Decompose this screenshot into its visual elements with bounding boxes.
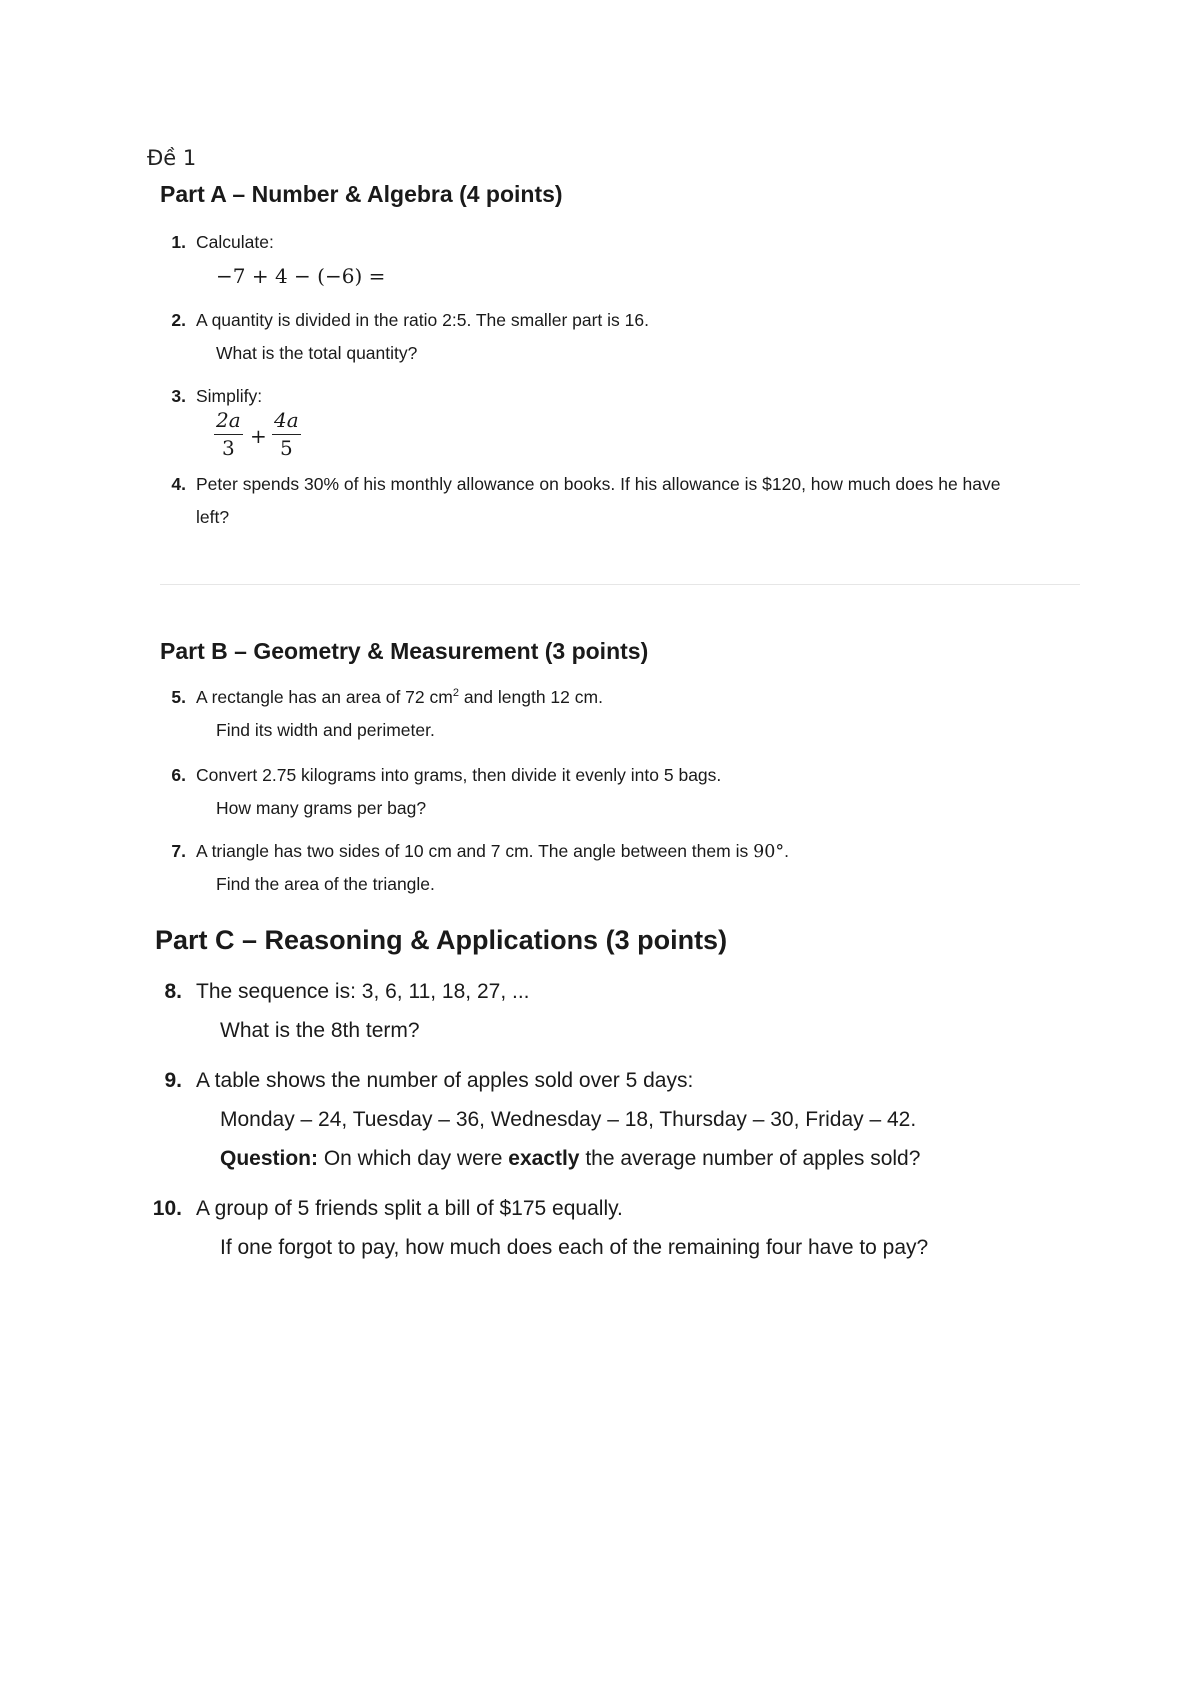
angle-value: 90° <box>753 842 785 862</box>
question-number: 7. <box>171 841 186 861</box>
question-text: The sequence is: 3, 6, 11, 18, 27, ... <box>196 980 530 1003</box>
emphasis: exactly <box>508 1147 580 1170</box>
question-text: Calculate: <box>196 232 274 252</box>
document-label: Đề 1 <box>147 146 197 170</box>
part-b-heading: Part B – Geometry & Measurement (3 points) <box>160 638 649 664</box>
fraction-denominator: 5 <box>279 436 293 460</box>
question-text-line2: What is the total quantity? <box>216 343 418 363</box>
question-text-line2: Monday – 24, Tuesday – 36, Wednesday – 18, Thursday – 30, Friday – 42. <box>220 1108 917 1131</box>
question-text-line2: How many grams per bag? <box>216 798 427 818</box>
math-expression: −7 + 4 − (−6) = <box>216 264 386 288</box>
question-number: 6. <box>171 765 186 785</box>
question-number: 5. <box>171 687 186 707</box>
question-text-line2: left? <box>196 507 230 527</box>
question-number: 1. <box>171 232 186 252</box>
question-text: Simplify: <box>196 386 263 406</box>
part-a-heading: Part A – Number & Algebra (4 points) <box>160 181 563 207</box>
superscript: 2 <box>452 687 459 700</box>
question-text: A triangle has two sides of 10 cm and 7 cm. The angle between them is 90°. <box>196 841 789 862</box>
question-number: 10. <box>152 1197 182 1220</box>
part-c-heading: Part C – Reasoning & Applications (3 points) <box>155 925 728 955</box>
question-text-line2: Find its width and perimeter. <box>216 720 435 740</box>
question-text: Convert 2.75 kilograms into grams, then divide it evenly into 5 bags. <box>196 765 722 785</box>
question-text: A group of 5 friends split a bill of $175 equally. <box>196 1197 623 1220</box>
fraction-numerator: 2a <box>216 408 241 432</box>
question-number: 9. <box>164 1069 182 1092</box>
question-text: A quantity is divided in the ratio 2:5. The smaller part is 16. <box>196 310 649 330</box>
question-text: Peter spends 30% of his monthly allowance on books. If his allowance is $120, how much does he have <box>196 474 1001 494</box>
question-number: 8. <box>164 980 182 1003</box>
question-text-line2: What is the 8th term? <box>220 1019 420 1042</box>
fraction-2 <box>272 408 301 460</box>
question-text-line2: Find the area of the triangle. <box>216 874 435 894</box>
question-text: A table shows the number of apples sold over 5 days: <box>196 1069 694 1092</box>
question-text: A rectangle has an area of 72 $cm^2$ and length 12 cm. <box>196 687 603 707</box>
fraction-denominator: 3 <box>221 436 235 460</box>
question-label: Question: <box>220 1147 318 1170</box>
question-number: 3. <box>171 386 186 406</box>
fraction-numerator: 4a <box>274 408 299 432</box>
section-divider <box>160 584 1080 585</box>
question-text-line2: If one forgot to pay, how much does each of the remaining four have to pay? <box>220 1236 929 1259</box>
question-number: 2. <box>171 310 186 330</box>
fraction-1 <box>214 408 243 460</box>
question-text-line3: Question: On which day were exactly the average number of apples sold? <box>220 1147 921 1170</box>
plus-sign: + <box>250 424 267 448</box>
question-number: 4. <box>171 474 186 494</box>
